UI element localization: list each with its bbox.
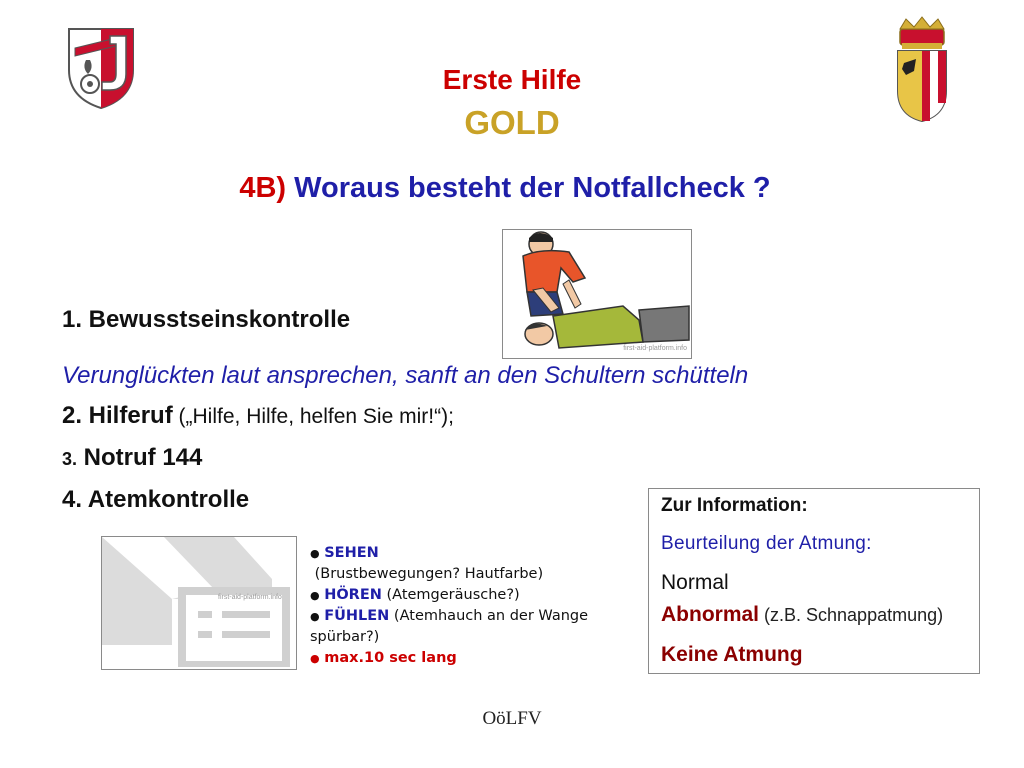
info-box-title: Zur Information: <box>661 495 808 516</box>
check-feel-detail: (Atemhauch an der Wange spürbar?) <box>310 608 589 645</box>
breathing-abnormal-note: (z.B. Schnappatmung) <box>759 605 944 625</box>
cpr-illustration <box>502 229 692 359</box>
check-hear: HÖREN <box>324 587 382 603</box>
list-item: ● max.10 sec lang <box>310 650 457 666</box>
list-item: ● HÖREN (Atemgeräusche?) <box>310 587 520 603</box>
check-see-detail: (Brustbewegungen? Hautfarbe) <box>314 566 544 582</box>
page-title-line1: Erste Hilfe <box>442 64 582 95</box>
step-emergency-call-text: Notruf 144 <box>77 444 203 471</box>
upper-austria-coat-of-arms-logo <box>892 15 952 123</box>
image-placeholder-icon <box>102 537 296 669</box>
breathing-check-list <box>310 543 610 669</box>
image-placeholder <box>101 536 297 670</box>
footer-text: OöLFV <box>482 708 542 729</box>
heading-prefix: 4B) <box>239 172 287 204</box>
breathing-abnormal-label: Abnormal <box>661 603 760 626</box>
list-item: ● FÜHLEN (Atemhauch an der Wange spürbar?) <box>310 608 589 645</box>
check-duration: max.10 sec lang <box>324 650 457 666</box>
heading-text: Woraus besteht der Notfallcheck ? <box>286 172 771 204</box>
check-see: SEHEN <box>324 545 379 561</box>
step-call-for-help-text: („Hilfe, Hilfe, helfen Sie mir!“); <box>172 405 454 428</box>
step-emergency-call-number: 3. <box>62 449 78 469</box>
step-call-for-help <box>62 402 454 430</box>
step-emergency-call <box>62 444 202 472</box>
step-consciousness-detail: Verunglückten laut ansprechen, sanft an den Schultern schütteln <box>62 362 749 389</box>
breathing-none: Keine Atmung <box>661 643 803 666</box>
info-box-subtitle: Beurteilung der Atmung: <box>661 533 872 554</box>
page-title-line2: GOLD <box>464 104 560 141</box>
step-consciousness-check: 1. Bewusstseinskontrolle <box>62 306 351 333</box>
section-heading <box>0 172 1010 205</box>
breathing-abnormal <box>661 603 943 627</box>
list-item <box>310 564 610 585</box>
check-hear-detail: (Atemgeräusche?) <box>381 587 520 603</box>
placeholder-watermark: first-aid-platform.info <box>218 594 282 601</box>
step-call-for-help-label: 2. Hilferuf <box>62 402 173 429</box>
breathing-normal: Normal <box>661 571 729 594</box>
list-item: ● SEHEN <box>310 545 379 561</box>
cpr-image-watermark: first-aid-platform.info <box>623 345 687 352</box>
info-box <box>648 488 980 674</box>
check-feel: FÜHLEN <box>324 608 390 624</box>
step-breathing-check: 4. Atemkontrolle <box>62 486 250 513</box>
